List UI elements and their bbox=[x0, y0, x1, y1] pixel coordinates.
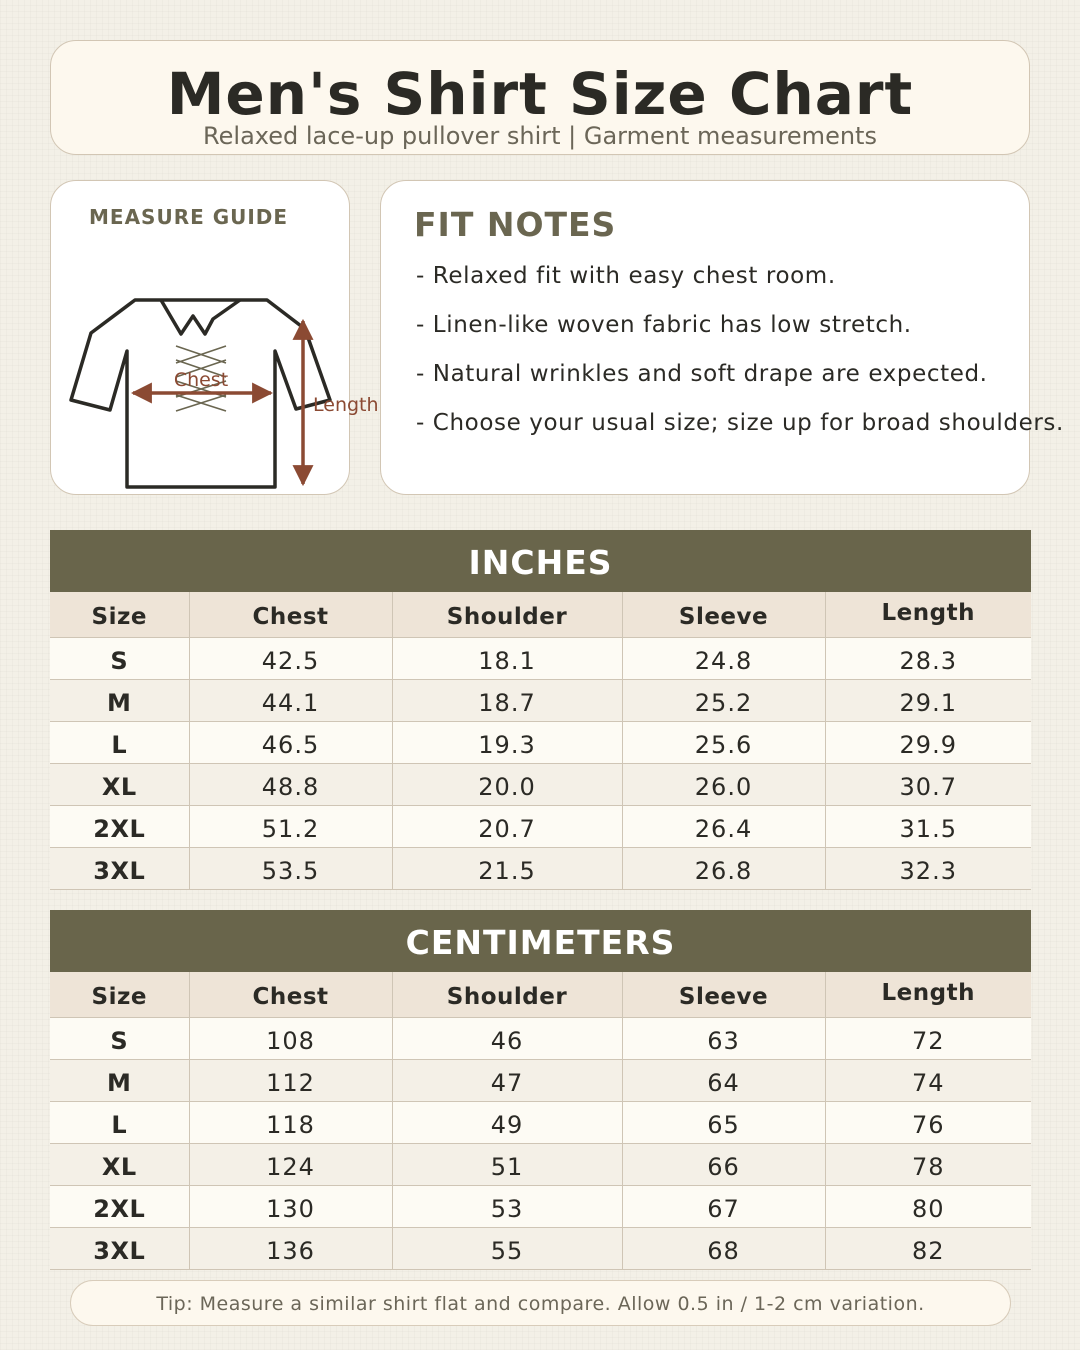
shoulder-cell: 51 bbox=[392, 1144, 622, 1186]
chest-cell: 118 bbox=[189, 1102, 392, 1144]
fit-note: - Linen-like woven fabric has low stretch. bbox=[416, 312, 912, 338]
length-cell: 31.5 bbox=[825, 806, 1031, 848]
chest-cell: 124 bbox=[189, 1144, 392, 1186]
sleeve-cell: 63 bbox=[622, 1018, 825, 1060]
shoulder-cell: 19.3 bbox=[392, 722, 622, 764]
shirt-diagram-icon bbox=[51, 181, 379, 496]
length-cell: 29.9 bbox=[825, 722, 1031, 764]
column-header: Size bbox=[50, 972, 189, 1018]
table-row bbox=[50, 1144, 1031, 1186]
page-subtitle: Relaxed lace-up pullover shirt | Garment measurements bbox=[203, 122, 877, 150]
column-header: Length bbox=[825, 972, 1031, 1018]
sleeve-cell: 65 bbox=[622, 1102, 825, 1144]
chest-cell: 44.1 bbox=[189, 680, 392, 722]
size-cell: 3XL bbox=[50, 848, 189, 890]
table-row bbox=[50, 680, 1031, 722]
page-title: Men's Shirt Size Chart bbox=[166, 60, 914, 128]
shoulder-cell: 47 bbox=[392, 1060, 622, 1102]
chest-cell: 53.5 bbox=[189, 848, 392, 890]
sleeve-cell: 66 bbox=[622, 1144, 825, 1186]
table-row bbox=[50, 848, 1031, 890]
chest-label: Chest bbox=[173, 369, 229, 391]
size-cell: S bbox=[50, 1018, 189, 1060]
column-header: Shoulder bbox=[392, 972, 622, 1018]
sleeve-cell: 67 bbox=[622, 1186, 825, 1228]
chest-cell: 130 bbox=[189, 1186, 392, 1228]
length-cell: 29.1 bbox=[825, 680, 1031, 722]
column-header: Chest bbox=[189, 592, 392, 638]
size-cell: 2XL bbox=[50, 1186, 189, 1228]
sleeve-cell: 64 bbox=[622, 1060, 825, 1102]
shoulder-cell: 49 bbox=[392, 1102, 622, 1144]
sleeve-cell: 68 bbox=[622, 1228, 825, 1270]
shoulder-cell: 46 bbox=[392, 1018, 622, 1060]
centimeters-table-section bbox=[50, 910, 1031, 1270]
column-header: Sleeve bbox=[622, 592, 825, 638]
table-row bbox=[50, 1228, 1031, 1270]
size-cell: XL bbox=[50, 1144, 189, 1186]
size-cell: 2XL bbox=[50, 806, 189, 848]
table-row bbox=[50, 764, 1031, 806]
table-header-row bbox=[50, 592, 1031, 638]
chest-cell: 136 bbox=[189, 1228, 392, 1270]
chest-cell: 112 bbox=[189, 1060, 392, 1102]
sleeve-cell: 26.8 bbox=[622, 848, 825, 890]
column-header: Length bbox=[825, 592, 1031, 638]
inches-table-section bbox=[50, 530, 1031, 890]
shoulder-cell: 21.5 bbox=[392, 848, 622, 890]
length-cell: 78 bbox=[825, 1144, 1031, 1186]
size-cell: XL bbox=[50, 764, 189, 806]
measure-guide-title: MEASURE GUIDE bbox=[89, 205, 289, 229]
size-cell: L bbox=[50, 1102, 189, 1144]
shoulder-cell: 20.0 bbox=[392, 764, 622, 806]
centimeters-heading: CENTIMETERS bbox=[50, 910, 1031, 972]
length-cell: 80 bbox=[825, 1186, 1031, 1228]
sleeve-cell: 25.6 bbox=[622, 722, 825, 764]
column-header: Chest bbox=[189, 972, 392, 1018]
length-cell: 32.3 bbox=[825, 848, 1031, 890]
table-row bbox=[50, 1102, 1031, 1144]
shoulder-cell: 53 bbox=[392, 1186, 622, 1228]
shoulder-cell: 18.7 bbox=[392, 680, 622, 722]
sleeve-cell: 26.4 bbox=[622, 806, 825, 848]
measure-guide-card bbox=[50, 180, 379, 495]
title-card bbox=[50, 40, 1030, 155]
chest-cell: 48.8 bbox=[189, 764, 392, 806]
column-header: Sleeve bbox=[622, 972, 825, 1018]
sleeve-cell: 24.8 bbox=[622, 638, 825, 680]
fit-notes-card bbox=[380, 180, 1064, 495]
size-cell: S bbox=[50, 638, 189, 680]
tip-banner: Tip: Measure a similar shirt flat and compare. Allow 0.5 in / 1-2 cm variation. bbox=[70, 1280, 1011, 1326]
table-header-row bbox=[50, 972, 1031, 1018]
table-row bbox=[50, 1060, 1031, 1102]
sleeve-cell: 25.2 bbox=[622, 680, 825, 722]
table-row bbox=[50, 1018, 1031, 1060]
fit-note: - Relaxed fit with easy chest room. bbox=[416, 263, 836, 289]
length-cell: 76 bbox=[825, 1102, 1031, 1144]
size-cell: M bbox=[50, 1060, 189, 1102]
table-row bbox=[50, 1186, 1031, 1228]
chest-cell: 51.2 bbox=[189, 806, 392, 848]
inches-heading: INCHES bbox=[50, 530, 1031, 592]
shoulder-cell: 18.1 bbox=[392, 638, 622, 680]
table-row bbox=[50, 638, 1031, 680]
sleeve-cell: 26.0 bbox=[622, 764, 825, 806]
chest-cell: 108 bbox=[189, 1018, 392, 1060]
length-label: Length bbox=[313, 394, 379, 416]
inches-size-table bbox=[50, 592, 1031, 890]
length-cell: 82 bbox=[825, 1228, 1031, 1270]
chest-cell: 46.5 bbox=[189, 722, 392, 764]
size-cell: L bbox=[50, 722, 189, 764]
length-cell: 72 bbox=[825, 1018, 1031, 1060]
table-row bbox=[50, 722, 1031, 764]
shoulder-cell: 55 bbox=[392, 1228, 622, 1270]
fit-notes-title: FIT NOTES bbox=[414, 205, 617, 244]
length-cell: 28.3 bbox=[825, 638, 1031, 680]
chest-cell: 42.5 bbox=[189, 638, 392, 680]
size-cell: M bbox=[50, 680, 189, 722]
table-row bbox=[50, 806, 1031, 848]
length-cell: 74 bbox=[825, 1060, 1031, 1102]
length-cell: 30.7 bbox=[825, 764, 1031, 806]
shoulder-cell: 20.7 bbox=[392, 806, 622, 848]
fit-note: - Natural wrinkles and soft drape are expected. bbox=[416, 361, 988, 387]
column-header: Size bbox=[50, 592, 189, 638]
fit-note: - Choose your usual size; size up for broad shoulders. bbox=[416, 410, 1064, 436]
size-cell: 3XL bbox=[50, 1228, 189, 1270]
centimeters-size-table bbox=[50, 972, 1031, 1270]
column-header: Shoulder bbox=[392, 592, 622, 638]
